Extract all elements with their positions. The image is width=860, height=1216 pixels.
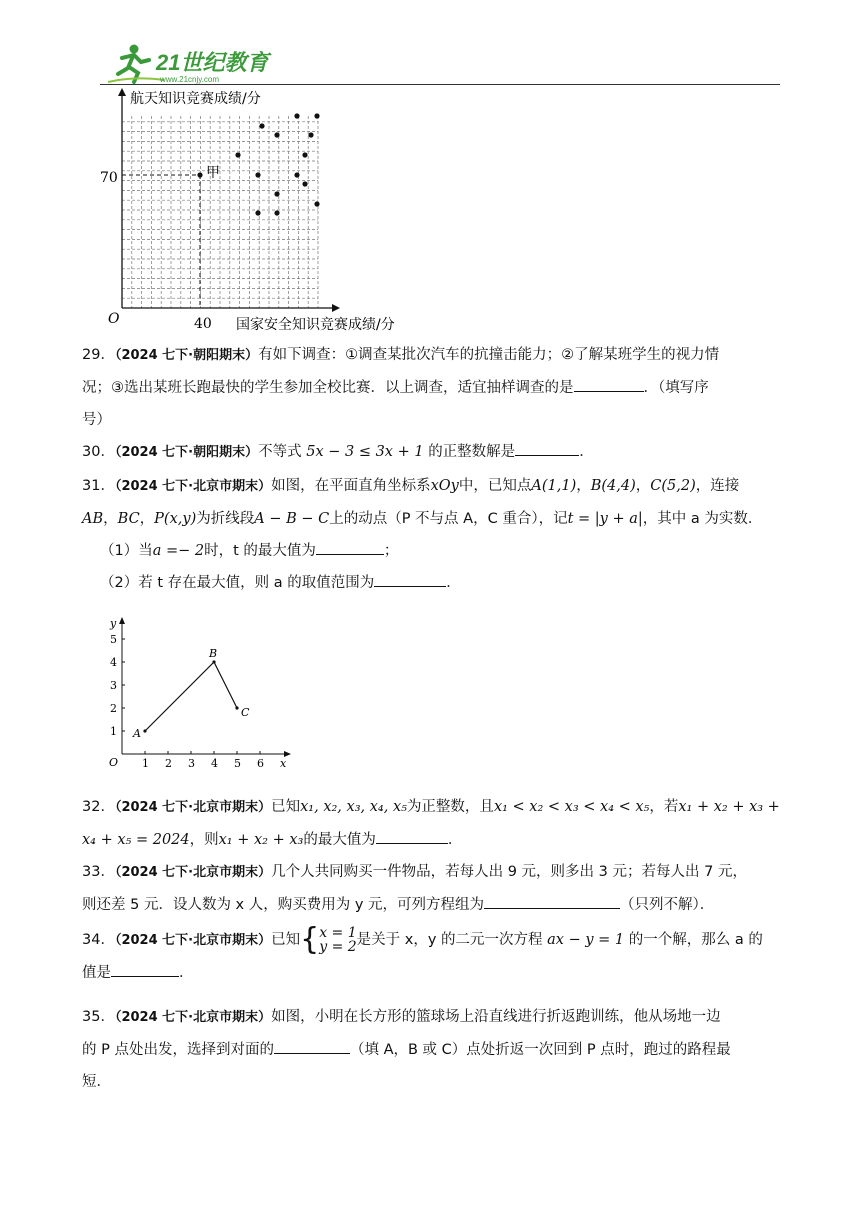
data-point	[255, 210, 260, 215]
y-tick-70: 70	[100, 170, 118, 186]
question-source: （2024 七下·朝阳期末）	[114, 348, 259, 363]
subquestion-text: ；	[383, 543, 399, 559]
question-number: 31．	[82, 478, 115, 494]
y-tick-label: 5	[110, 633, 117, 646]
question-text: 几个人共同购买一件物品，若每人出 9 元，则多出 3 元；若每人出 7 元，	[271, 864, 747, 880]
point-c: C(5,2)	[650, 478, 696, 494]
data-point	[235, 152, 240, 157]
question-source: （2024 七下·朝阳期末）	[114, 445, 259, 460]
question-33	[82, 856, 782, 921]
ticks	[110, 633, 264, 770]
question-source: （2024 七下·北京市期末）	[114, 479, 272, 494]
axes	[119, 617, 291, 757]
question-text: 如图，在平面直角坐标系	[271, 478, 431, 494]
polyline-abc	[145, 662, 237, 731]
answer-blank[interactable]	[374, 570, 446, 587]
question-text: 是关于 x，y 的二元一次方程	[356, 932, 543, 948]
equation-system	[319, 926, 356, 954]
math-vars: x₁, x₂, x₃, x₄, x₅	[300, 799, 407, 815]
point-p: P(x,y)	[154, 511, 197, 527]
equation-2: y = 2	[319, 939, 357, 955]
question-text: 况；③选出某班长跑最快的学生参加全校比赛．以上调查，适宜抽样调查的是	[82, 380, 574, 396]
y-axis-label: 航天知识竞赛成绩/分	[130, 91, 261, 107]
brace: {	[300, 922, 320, 957]
answer-blank[interactable]	[484, 892, 620, 909]
question-number: 34．	[82, 932, 115, 948]
polyline	[132, 647, 250, 740]
question-35	[82, 1001, 782, 1098]
data-point	[302, 181, 307, 186]
subquestion-text: ．	[446, 575, 461, 591]
question-34	[82, 924, 782, 989]
data-point	[314, 113, 319, 118]
question-text: 则还差 5 元．设人数为 x 人，购买费用为 y 元，可列方程组为	[82, 897, 485, 913]
math-sum: x₁ + x₂ + x₃ +	[678, 799, 780, 815]
data-point	[259, 123, 264, 128]
x-axis-label: x	[280, 757, 287, 770]
data-point	[294, 113, 299, 118]
question-30	[82, 436, 782, 469]
y-tick-label: 3	[110, 679, 117, 692]
x-tick-label: 1	[142, 757, 149, 770]
math-t-def: t = |y + a|	[567, 511, 643, 527]
data-point	[274, 210, 279, 215]
segment-bc: BC	[117, 511, 140, 527]
data-point	[294, 172, 299, 177]
question-text: 短．	[82, 1074, 111, 1090]
point-a	[143, 729, 146, 732]
question-number: 32．	[82, 799, 115, 815]
polyline-abc: A − B − C	[254, 511, 330, 527]
x-tick-label: 2	[165, 757, 172, 770]
x-axis-label: 国家安全知识竞赛成绩/分	[236, 317, 395, 333]
math-sum: x₄ + x₅ = 2024	[82, 832, 190, 848]
point-b: B(4,4)	[590, 478, 636, 494]
subquestion-text: 时，t 的最大值为	[204, 543, 316, 559]
math-inequality: x₁ < x₂ < x₃ < x₄ < x₅	[493, 799, 650, 815]
x-tick-label: 4	[211, 757, 218, 770]
x-tick-label: 3	[188, 757, 195, 770]
segment-ab: AB	[82, 511, 104, 527]
question-29	[82, 339, 782, 436]
point-label-a: A	[133, 727, 141, 740]
question-number: 30．	[82, 444, 115, 460]
logo	[104, 40, 274, 86]
question-text: ，则	[189, 832, 219, 848]
answer-blank[interactable]	[316, 538, 384, 555]
question-text: ，若	[649, 799, 679, 815]
question-text: ，连接	[695, 478, 740, 494]
x-tick-label: 6	[257, 757, 264, 770]
question-source: （2024 七下·北京市期末）	[114, 933, 272, 948]
question-source: （2024 七下·北京市期末）	[114, 865, 272, 880]
question-text: ．（填写序	[643, 380, 709, 396]
y-tick-label: 2	[110, 702, 117, 715]
question-number: 33．	[82, 864, 115, 880]
point-label-b: B	[209, 647, 218, 660]
math-equation: ax − y = 1	[547, 932, 625, 948]
data-point	[255, 172, 260, 177]
question-source: （2024 七下·北京市期末）	[114, 800, 272, 815]
question-text: 已知	[271, 799, 301, 815]
question-text: 的 P 点处出发，选择到对面的	[82, 1042, 274, 1058]
question-text: ．	[447, 832, 463, 848]
question-text: 中，已知点	[458, 478, 532, 494]
answer-blank[interactable]	[274, 1037, 350, 1054]
math-sum: x₁ + x₂ + x₃	[218, 832, 304, 848]
question-text: 号）	[82, 412, 111, 428]
answer-blank[interactable]	[376, 827, 448, 844]
point-a: A(1,1)	[531, 478, 577, 494]
equation-1: x = 1	[319, 925, 357, 941]
y-tick-label: 4	[110, 656, 117, 669]
question-text: 值是	[82, 965, 111, 981]
answer-blank[interactable]	[111, 960, 179, 977]
question-31: 31．（2024 七下·北京市期末）如图，在平面直角坐标系xOy中，已知点A(1,1)，B(4,4)，C(5,2)，连接 AB，BC，P(x,y)为折线段A − B − C上的动点（P 不与点 A，C 重合），记t = |y + a|，其中 a 为实数． （1）当a =− 2时，t 的最大值为 ； （2）若 t 存在最大值，则 a 的取值范围为 ．	[82, 478, 763, 591]
origin-label: O	[109, 756, 119, 769]
question-text: 有如下调查：①调查某批次汽车的抗撞击能力；②了解某班学生的视力情	[258, 347, 720, 363]
answer-blank[interactable]	[574, 375, 644, 392]
y-axis-label: y	[110, 617, 117, 630]
math-inequality: 5x − 3 ≤ 3x + 1	[306, 444, 424, 460]
header-rule	[100, 84, 780, 85]
question-text: （只列不解）．	[620, 897, 715, 913]
point-b	[212, 660, 215, 663]
question-text: 的正整数解是	[428, 444, 516, 460]
x-tick-label: 5	[234, 757, 241, 770]
y-tick-label: 1	[110, 725, 117, 738]
question-number: 35．	[82, 1009, 115, 1025]
grid	[122, 116, 318, 308]
logo-subtext: www.21cnjy.com	[160, 75, 219, 84]
subquestion-text: （2）若 t 存在最大值，则 a 的取值范围为	[100, 575, 375, 591]
question-text: 已知	[271, 932, 301, 948]
page-header	[100, 38, 780, 88]
question-text: 如图，小明在长方形的篮球场上沿直线进行折返跑训练，他从场地一边	[271, 1009, 721, 1025]
data-point	[274, 191, 279, 196]
origin-label: O	[108, 311, 120, 327]
logo-text: 21世纪教育	[156, 50, 269, 75]
question-32	[82, 791, 782, 856]
math-a-value: a =− 2	[152, 543, 205, 559]
question-text: 为正整数，且	[406, 799, 494, 815]
data-point	[197, 172, 202, 177]
question-text: （填 A，B 或 C）点处折返一次回到 P 点时，跑过的路程最	[349, 1042, 731, 1058]
coordinate-figure	[100, 612, 300, 772]
x-tick-40: 40	[194, 316, 212, 332]
data-point	[274, 132, 279, 137]
question-text: ．	[579, 444, 594, 460]
question-source: （2024 七下·北京市期末）	[114, 1010, 272, 1025]
question-number: 29．	[82, 347, 115, 363]
point-label-jia: 甲	[206, 165, 220, 181]
question-text: 为折线段	[196, 511, 255, 527]
data-point	[308, 132, 313, 137]
answer-blank[interactable]	[515, 439, 579, 456]
question-text: 上的动点（P 不与点 A，C 重合），记	[329, 511, 568, 527]
question-text: 的一个解，那么 a 的	[628, 932, 763, 948]
point-label-c: C	[241, 706, 250, 719]
subquestion-text: （1）当	[100, 543, 153, 559]
scatter-figure	[96, 86, 456, 336]
point-c	[235, 706, 238, 709]
question-text: 不等式	[258, 444, 302, 460]
question-text: 的最大值为	[303, 832, 376, 848]
math-xoy: xOy	[430, 478, 459, 494]
question-text: ，其中 a 为实数．	[642, 511, 763, 527]
question-text: ．	[179, 965, 194, 981]
data-point	[314, 201, 319, 206]
data-point	[302, 152, 307, 157]
